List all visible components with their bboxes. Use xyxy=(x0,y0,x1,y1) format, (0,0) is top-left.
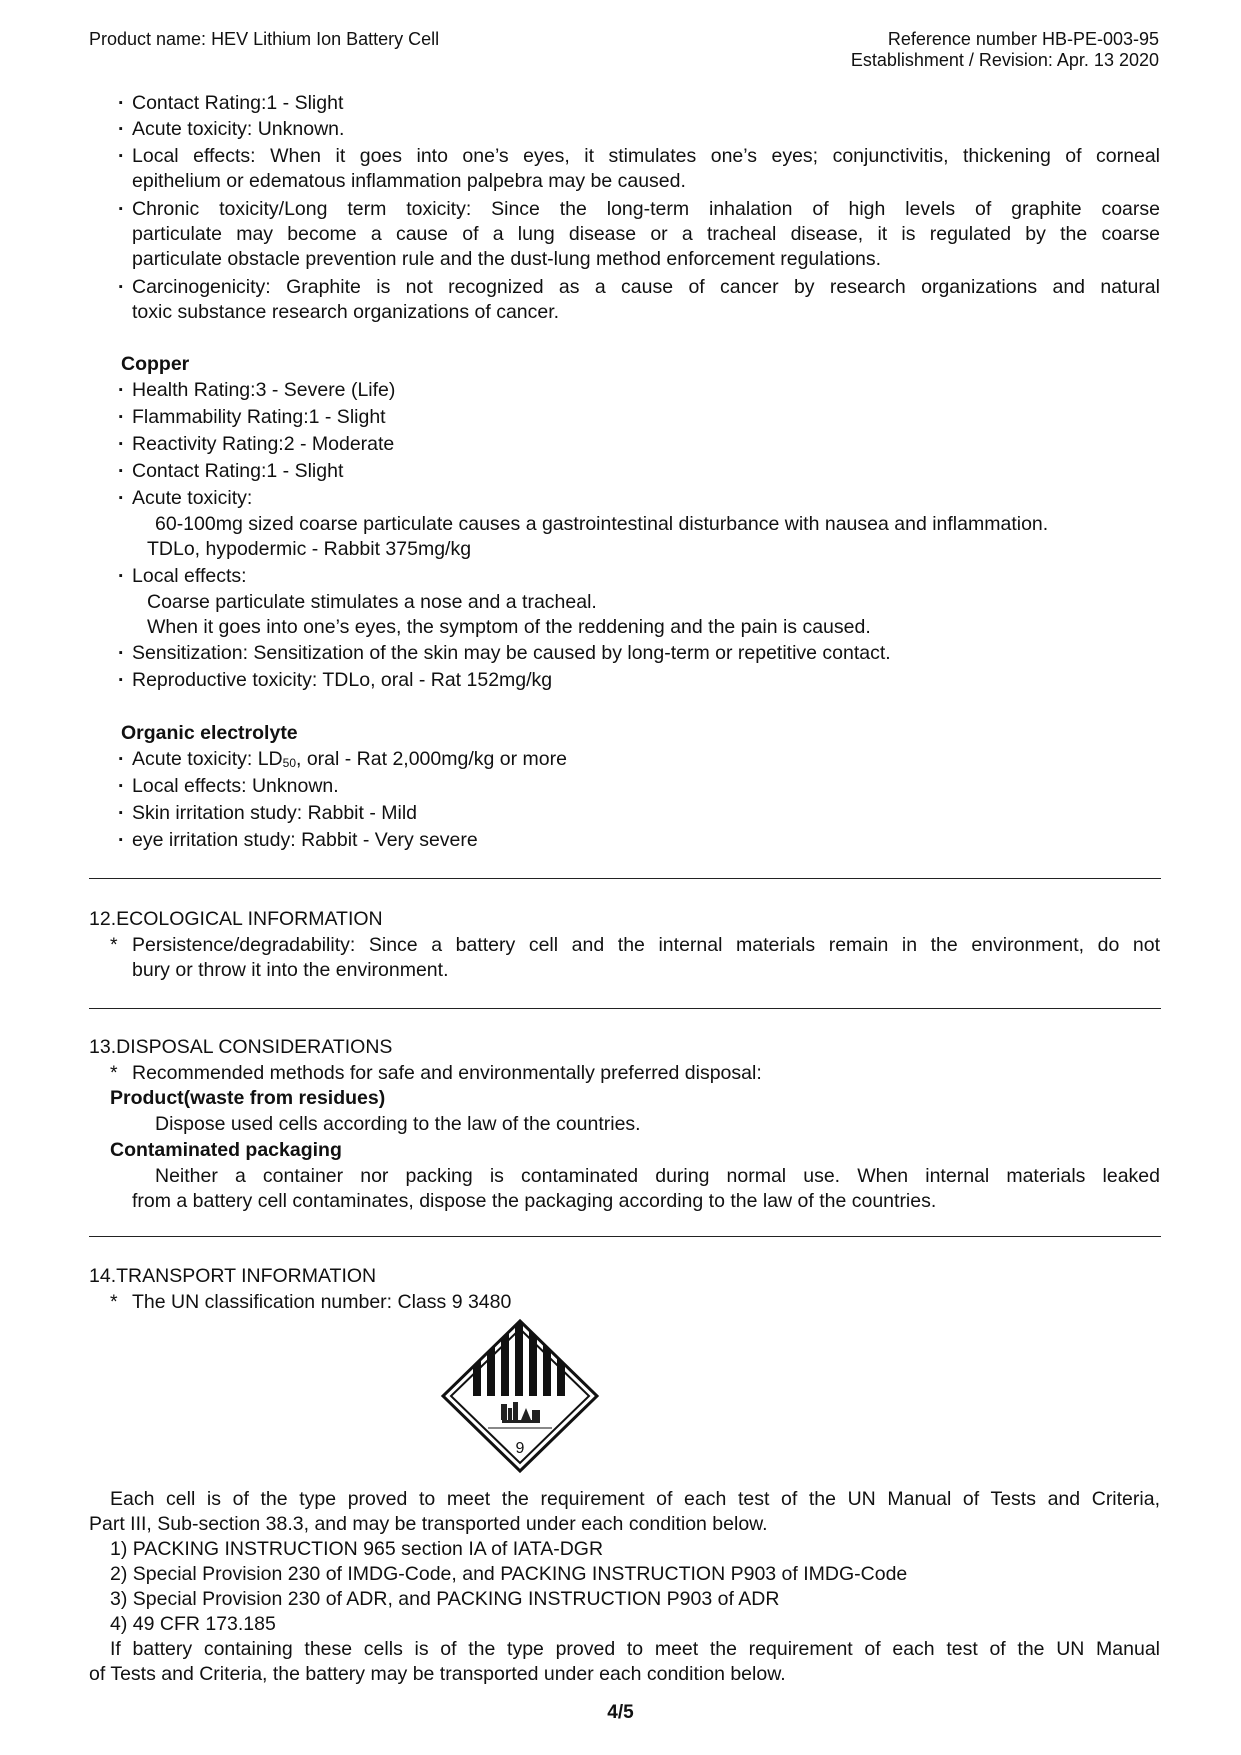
graphite-local-effects: · Local effects: When it goes into one’s eyes, it stimulates one’s eyes; conjunctivitis, thickening of corneal xyxy=(132,143,1160,169)
electrolyte-ld50-subscript: 50 xyxy=(282,756,296,770)
contaminated-packaging-heading: Contaminated packaging xyxy=(110,1139,342,1161)
electrolyte-skin-irritation: · Skin irritation study: Rabbit - Mild xyxy=(132,800,417,826)
copper-acute-toxicity-text: 60-100mg sized coarse particulate causes a gastrointestinal disturbance with nausea and inflammation. xyxy=(155,513,1049,535)
copper-acute-toxicity-tdlo: TDLo, hypodermic - Rabbit 375mg/kg xyxy=(147,538,472,560)
graphite-acute-toxicity: · Acute toxicity: Unknown. xyxy=(132,116,344,142)
reference-number: Reference number HB-PE-003-95 xyxy=(887,29,1159,49)
contaminated-packaging-text: Neither a container nor packing is contaminated during normal use. When internal materials leaked xyxy=(155,1165,1160,1187)
page-number: 4/5 xyxy=(607,1702,634,1723)
copper-reactivity-rating: · Reactivity Rating:2 - Moderate xyxy=(132,431,394,457)
copper-acute-toxicity-label: · Acute toxicity: xyxy=(132,485,252,511)
electrolyte-acute-suffix: , oral - Rat 2,000mg/kg or more xyxy=(296,748,567,770)
graphite-chronic-toxicity: · Chronic toxicity/Long term toxicity: Since the long-term inhalation of high levels of graphite coarse xyxy=(132,196,1160,222)
copper-heading: Copper xyxy=(121,353,190,375)
electrolyte-heading: Organic electrolyte xyxy=(121,722,298,744)
copper-health-rating: · Health Rating:3 - Severe (Life) xyxy=(132,377,395,403)
asterisk-bullet: * xyxy=(110,1062,118,1084)
copper-local-effects-label: · Local effects: xyxy=(132,563,247,589)
section-divider xyxy=(89,878,1161,879)
section-divider xyxy=(89,1236,1161,1237)
graphite-chronic-toxicity-cont: particulate may become a cause of a lung disease or a tracheal disease, it is regulated by the coarse xyxy=(132,223,1160,245)
electrolyte-eye-irritation: · eye irritation study: Rabbit - Very severe xyxy=(132,827,478,853)
electrolyte-acute-prefix: Acute toxicity: LD xyxy=(132,748,283,770)
section-14-title: 14.TRANSPORT INFORMATION xyxy=(89,1265,377,1287)
copper-reproductive-toxicity: · Reproductive toxicity: TDLo, oral - Rat 152mg/kg xyxy=(132,667,552,693)
section-12-title: 12.ECOLOGICAL INFORMATION xyxy=(89,908,383,930)
electrolyte-local-effects: · Local effects: Unknown. xyxy=(132,773,339,799)
asterisk-bullet: * xyxy=(110,1291,118,1313)
copper-contact-rating: · Contact Rating:1 - Slight xyxy=(132,458,343,484)
product-waste-text: Dispose used cells according to the law of the countries. xyxy=(155,1113,641,1135)
copper-local-effects-eyes: When it goes into one’s eyes, the symptom of the reddening and the pain is caused. xyxy=(147,616,871,638)
section-12-persistence-cont: bury or throw it into the environment. xyxy=(132,959,449,981)
graphite-local-effects-cont: epithelium or edematous inflammation palpebra may be caused. xyxy=(132,170,686,192)
transport-paragraph-1-cont: Part III, Sub-section 38.3, and may be transported under each condition below. xyxy=(89,1513,768,1535)
section-13-title: 13.DISPOSAL CONSIDERATIONS xyxy=(89,1036,393,1058)
section-divider xyxy=(89,1008,1161,1009)
transport-condition-1: 1) PACKING INSTRUCTION 965 section IA of IATA-DGR xyxy=(110,1538,604,1560)
class-number: 9 xyxy=(515,1440,525,1457)
section-13-intro: Recommended methods for safe and environmentally preferred disposal: xyxy=(132,1062,762,1084)
contaminated-packaging-text-cont: from a battery cell contaminates, dispose the packaging according to the law of the countries. xyxy=(132,1190,937,1212)
copper-local-effects-text: Coarse particulate stimulates a nose and a tracheal. xyxy=(147,591,597,613)
transport-paragraph-2: If battery containing these cells is of the type proved to meet the requirement of each test of the UN Manual xyxy=(110,1638,1160,1660)
copper-flammability-rating: · Flammability Rating:1 - Slight xyxy=(132,404,386,430)
transport-condition-2: 2) Special Provision 230 of IMDG-Code, and PACKING INSTRUCTION P903 of IMDG-Code xyxy=(110,1563,908,1585)
copper-sensitization: · Sensitization: Sensitization of the skin may be caused by long-term or repetitive contact. xyxy=(132,640,891,666)
transport-paragraph-2-cont: of Tests and Criteria, the battery may be transported under each condition below. xyxy=(89,1663,786,1685)
electrolyte-acute-toxicity xyxy=(132,746,567,772)
section-12-persistence: Persistence/degradability: Since a battery cell and the internal materials remain in the environment, do not xyxy=(132,934,1160,956)
transport-paragraph-1: Each cell is of the type proved to meet the requirement of each test of the UN Manual of Tests and Criteria, xyxy=(110,1488,1160,1510)
transport-condition-3: 3) Special Provision 230 of ADR, and PACKING INSTRUCTION P903 of ADR xyxy=(110,1588,780,1610)
asterisk-bullet: * xyxy=(110,934,118,956)
product-name: Product name: HEV Lithium Ion Battery Cell xyxy=(89,29,440,49)
product-waste-heading: Product(waste from residues) xyxy=(110,1087,386,1109)
class-9-hazard-label xyxy=(440,1318,600,1474)
revision-date: Establishment / Revision: Apr. 13 2020 xyxy=(850,50,1159,70)
un-classification-number: The UN classification number: Class 9 3480 xyxy=(132,1291,512,1313)
graphite-chronic-toxicity-cont2: particulate obstacle prevention rule and the dust-lung method enforcement regulations. xyxy=(132,248,882,270)
class-9-diamond-icon xyxy=(440,1318,600,1474)
transport-condition-4: 4) 49 CFR 173.185 xyxy=(110,1613,276,1635)
graphite-carcinogenicity: · Carcinogenicity: Graphite is not recognized as a cause of cancer by research organizations and natural xyxy=(132,274,1160,300)
graphite-carcinogenicity-cont: toxic substance research organizations of cancer. xyxy=(132,301,560,323)
graphite-contact-rating: · Contact Rating:1 - Slight xyxy=(132,90,343,116)
